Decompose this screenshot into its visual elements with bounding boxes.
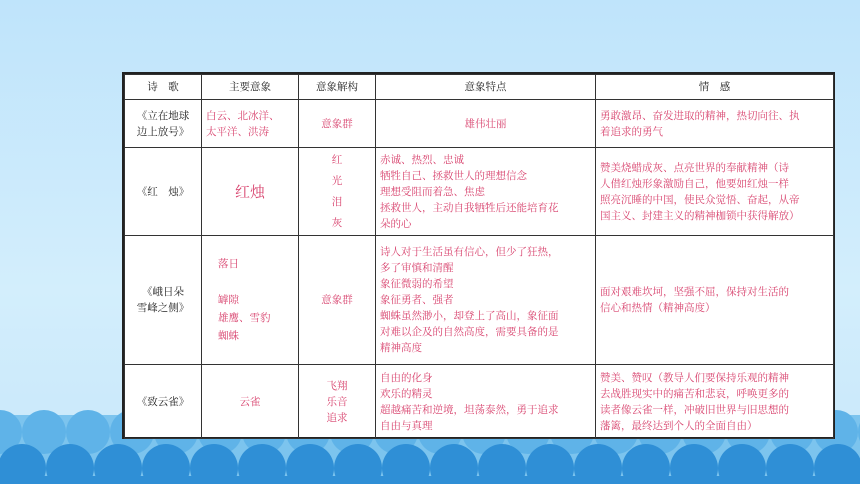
image-structure-line: 泪 bbox=[331, 195, 343, 208]
poem-title-line: 边上放号》 bbox=[136, 125, 190, 138]
main-image-spacer bbox=[218, 273, 294, 291]
table-row bbox=[125, 365, 834, 439]
poem-title-line: 《致云雀》 bbox=[136, 395, 190, 408]
poem-title-cell bbox=[125, 365, 202, 439]
image-traits-line: 象征勇者、强者 bbox=[380, 294, 454, 306]
emotion-line: 面对艰难坎坷，坚强不屈，保持对生活的 bbox=[600, 286, 789, 298]
emotion-line: 赞美烧蜡成灰、点亮世界的奉献精神（诗 bbox=[600, 161, 789, 174]
header-image-structure: 意象解构 bbox=[299, 75, 376, 100]
emotion-line: 读者像云雀一样，冲破旧世界与旧思想的 bbox=[600, 403, 789, 416]
image-traits-line: 欢乐的精灵 bbox=[380, 387, 433, 400]
image-traits-line: 理想受阻而着急、焦虑 bbox=[380, 185, 485, 198]
image-structure-line: 红 bbox=[331, 153, 343, 166]
emotion-cell bbox=[596, 148, 834, 236]
poem-title-cell bbox=[125, 148, 202, 236]
poem-title-cell bbox=[125, 236, 202, 365]
image-structure-line: 意象群 bbox=[321, 294, 353, 306]
table-row bbox=[125, 236, 834, 365]
emotion-cell bbox=[596, 100, 834, 148]
main-image-line: 落日 bbox=[218, 258, 239, 270]
emotion-line: 赞美、赞叹（教导人们要保持乐观的精神 bbox=[600, 371, 789, 384]
image-traits-line: 拯救世人，主动自我牺牲后还能培育花 bbox=[380, 201, 559, 214]
image-traits-cell bbox=[376, 148, 596, 236]
header-emotion: 情 感 bbox=[596, 75, 834, 100]
main-image-line: 太平洋、洪涛 bbox=[206, 125, 269, 138]
image-structure-line: 意象群 bbox=[321, 117, 353, 130]
table-header-row bbox=[125, 75, 834, 100]
image-traits-line: 精神高度 bbox=[380, 342, 422, 354]
emotion-line: 着追求的勇气 bbox=[600, 125, 663, 138]
image-traits-line: 超越痛苦和逆境，坦荡泰然，勇于追求 bbox=[380, 403, 559, 416]
poem-title-line: 雪峰之侧》 bbox=[136, 302, 190, 314]
image-structure-cell bbox=[299, 148, 376, 236]
poetry-imagery-table-sheet bbox=[122, 72, 835, 439]
header-image-traits: 意象特点 bbox=[376, 75, 596, 100]
emotion-line: 信心和热情（精神高度） bbox=[600, 302, 716, 314]
image-structure-cell bbox=[299, 236, 376, 365]
emotion-line: 去战胜现实中的痛苦和悲哀，呼唤更多的 bbox=[600, 387, 789, 400]
emotion-line: 照亮沉睡的中国，使民众觉悟、奋起，从帝 bbox=[600, 193, 800, 206]
main-image-line: 罅隙 bbox=[218, 294, 239, 306]
poem-title-line: 《立在地球 bbox=[136, 109, 190, 122]
table-row bbox=[125, 148, 834, 236]
main-image-line: 雄鹰、雪豹 bbox=[218, 312, 271, 324]
image-traits-line: 自由与真理 bbox=[380, 419, 433, 432]
image-traits-line: 蜘蛛虽然渺小，却登上了高山，象征面 bbox=[380, 310, 559, 322]
poem-title-line: 《红 烛》 bbox=[136, 185, 190, 198]
image-structure-line: 乐音 bbox=[326, 395, 348, 408]
emotion-cell bbox=[596, 236, 834, 365]
emotion-line: 人借红烛形象激励自己，他要如红烛一样 bbox=[600, 177, 789, 190]
main-image-line: 蜘蛛 bbox=[218, 330, 239, 342]
emotion-line: 藩篱，最终达到个人的全面自由） bbox=[600, 419, 758, 432]
image-traits-line: 对难以企及的自然高度，需要具备的是 bbox=[380, 326, 559, 338]
emotion-line: 国主义、封建主义的精神枷锁中获得解放） bbox=[600, 209, 800, 222]
main-image-cell bbox=[202, 100, 299, 148]
main-image-line: 白云、北冰洋、 bbox=[206, 109, 280, 122]
poem-title-line: 《峨日朵 bbox=[142, 286, 184, 298]
image-traits-line: 朵的心 bbox=[380, 217, 412, 230]
image-traits-line: 雄伟壮丽 bbox=[464, 117, 507, 130]
image-structure-cell bbox=[299, 100, 376, 148]
image-traits-line: 自由的化身 bbox=[380, 371, 433, 384]
poem-title-cell bbox=[125, 100, 202, 148]
emotion-line: 勇敢激昂、奋发进取的精神，热切向往、执 bbox=[600, 109, 800, 122]
image-traits-line: 赤诚、热烈、忠诚 bbox=[380, 153, 464, 166]
poetry-imagery-table bbox=[124, 74, 834, 439]
main-image-line: 云雀 bbox=[239, 395, 261, 408]
main-image-cell bbox=[202, 365, 299, 439]
main-image-cell bbox=[202, 148, 299, 236]
image-traits-cell bbox=[376, 100, 596, 148]
emotion-cell bbox=[596, 365, 834, 439]
image-traits-cell bbox=[376, 365, 596, 439]
image-traits-line: 牺牲自己、拯救世人的理想信念 bbox=[380, 169, 527, 182]
image-structure-line: 追求 bbox=[326, 411, 348, 424]
image-traits-line: 象征微弱的希望 bbox=[380, 278, 454, 290]
image-structure-line: 飞翔 bbox=[326, 379, 348, 392]
image-structure-line: 光 bbox=[331, 174, 343, 187]
image-structure-line: 灰 bbox=[331, 216, 343, 229]
main-image-cell bbox=[202, 236, 299, 365]
main-image-line: 红烛 bbox=[234, 182, 265, 201]
header-poem: 诗 歌 bbox=[125, 75, 202, 100]
header-main-image: 主要意象 bbox=[202, 75, 299, 100]
image-traits-line: 诗人对于生活虽有信心，但少了狂热， bbox=[380, 246, 559, 258]
image-traits-line: 多了审慎和清醒 bbox=[380, 262, 454, 274]
table-row bbox=[125, 100, 834, 148]
image-structure-cell bbox=[299, 365, 376, 439]
image-traits-cell bbox=[376, 236, 596, 365]
